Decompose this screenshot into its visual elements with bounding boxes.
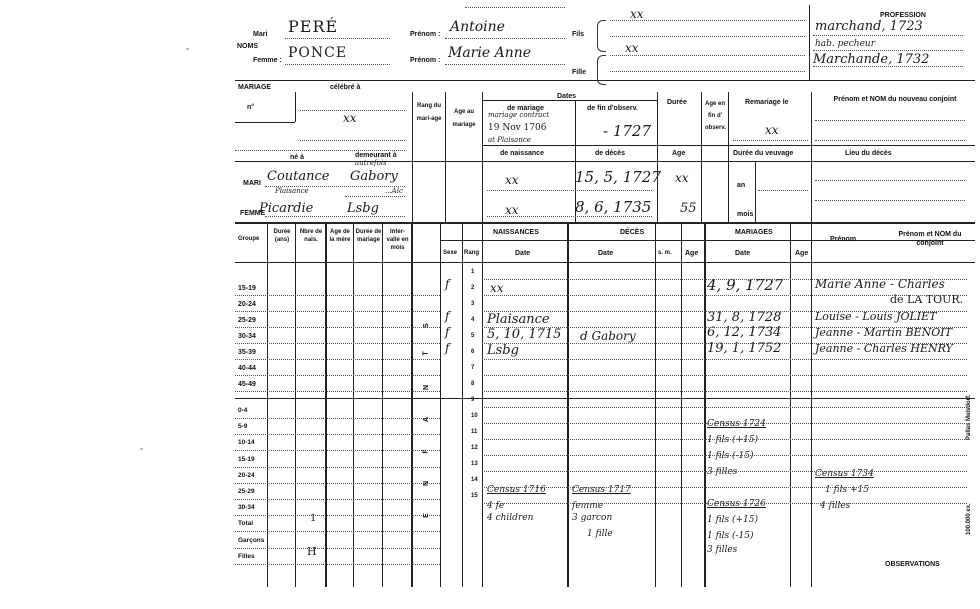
census-1734-title: Census 1734 xyxy=(815,469,874,479)
side-letter: A xyxy=(423,416,431,423)
de-deces-label: de décès xyxy=(595,150,625,157)
group-label-lower: 0-4 xyxy=(238,407,248,414)
total-mark: 1 xyxy=(310,513,317,524)
duree-label: Durée xyxy=(667,99,687,106)
side-print-1: Pallas Meisdorf. xyxy=(966,394,972,440)
census-1716-line-2: 4 children xyxy=(487,513,534,523)
rank-number: 2 xyxy=(471,285,475,291)
census-1717-line-3: 1 fille xyxy=(587,529,613,539)
mari-demeurant-value-2: ...Alc xyxy=(385,187,403,195)
celebre-value: xx xyxy=(343,111,357,125)
demeurant-label: demeurant à xyxy=(355,152,397,159)
mari-row-label: MARI xyxy=(243,180,261,187)
row-rule xyxy=(235,467,440,468)
profession-1: marchand, 1723 xyxy=(815,19,923,34)
census-1734-line-1: 1 fils +15 xyxy=(825,485,869,495)
row-rule xyxy=(482,439,967,440)
an-label: an xyxy=(737,182,746,189)
scan-speck xyxy=(186,48,189,50)
group-label: 40-44 xyxy=(238,365,256,372)
fille-label: Fille xyxy=(572,69,587,76)
deces-age-label: Age xyxy=(685,250,699,257)
fin-obs-value: - 1727 xyxy=(603,122,652,140)
child-4-spouse: Louise - Louis JOLIET xyxy=(815,310,937,323)
row-rule xyxy=(482,471,967,472)
mari-deces-value: 15, 5, 1727 xyxy=(575,168,661,186)
row-rule xyxy=(482,327,967,328)
child-5-spouse: Jeanne - Martin BENOIT xyxy=(815,326,952,339)
fille-value: xx xyxy=(625,41,639,55)
row-rule xyxy=(482,487,967,488)
rank-number: 1 xyxy=(471,269,475,275)
group-label-lower: Filles xyxy=(238,552,255,560)
row-rule xyxy=(235,499,440,500)
mari-naissance-value: xx xyxy=(505,173,519,187)
mari-prenom: Antoine xyxy=(450,19,505,35)
child-6-marriage: 19, 1, 1752 xyxy=(707,341,782,356)
mari-label: Mari xyxy=(253,31,268,38)
row-rule xyxy=(235,434,440,435)
group-label: 35-39 xyxy=(238,349,256,356)
side-letter: N xyxy=(423,480,431,487)
duree-ans-label: Durée (ans) xyxy=(273,229,291,243)
rang-mariage-label: Rang du mari-age xyxy=(416,103,442,122)
de-naissance-label: de naissance xyxy=(500,150,544,157)
group-label-lower: Total xyxy=(238,520,254,528)
side-letter: T xyxy=(422,351,430,356)
census-1724-line-3: 3 filles xyxy=(707,467,738,477)
census-1716-line-1: 4 fe xyxy=(487,501,505,511)
rank-number: 9 xyxy=(471,397,475,403)
census-1726-title: Census 1726 xyxy=(707,499,766,509)
census-1724-line-1: 1 fils (+15) xyxy=(707,435,758,445)
rank-number: 6 xyxy=(471,349,475,355)
census-1724-line-2: 1 fils (-15) xyxy=(707,451,754,461)
femme-naissance-value: xx xyxy=(505,203,519,217)
child-2-sex: f xyxy=(445,277,450,291)
rank-number: 3 xyxy=(471,301,475,307)
autrefois-label: autrefois xyxy=(355,159,387,167)
sexe-label: Sexe xyxy=(443,250,458,256)
mariage-age-label: Age xyxy=(795,250,809,257)
femme-prenom: Marie Anne xyxy=(448,45,532,61)
groupe-label: Groupe xyxy=(238,236,260,242)
child-2-spouse: Marie Anne - Charles xyxy=(815,277,945,291)
rang-label: Rang xyxy=(464,250,479,256)
deces-date-label: Date xyxy=(598,250,614,257)
mariage-label: MARIAGE xyxy=(238,84,272,91)
group-label: 25-29 xyxy=(238,317,256,324)
deces-label: DÉCÈS xyxy=(620,229,645,236)
row-rule xyxy=(235,449,440,454)
side-letter: N xyxy=(423,384,431,391)
profession-label: PROFESSION xyxy=(880,12,926,19)
row-rule xyxy=(482,391,967,392)
group-label: 15-19 xyxy=(238,285,256,292)
prenom-label-mari: Prénom : xyxy=(410,31,441,38)
row-rule xyxy=(482,311,967,312)
mariage-date-1: mariage contract xyxy=(488,111,550,119)
row-rule xyxy=(235,359,440,360)
de-mariage-label: de mariage xyxy=(507,105,544,112)
row-rule xyxy=(235,295,440,296)
group-label-lower: 15-19 xyxy=(238,455,255,463)
side-letter: S xyxy=(422,323,430,328)
row-rule xyxy=(482,295,967,296)
rank-number: 5 xyxy=(471,333,475,339)
fils-value: xx xyxy=(630,7,644,21)
group-label: 20-24 xyxy=(238,301,256,308)
remariage-value: xx xyxy=(765,123,779,137)
nouveau-conjoint-label: Prénom et NOM du nouveau conjoint xyxy=(833,96,957,103)
child-2-marriage: 4, 9, 1727 xyxy=(707,276,784,294)
row-rule xyxy=(482,423,967,424)
rank-number: 7 xyxy=(471,365,475,371)
side-letter: E xyxy=(422,513,430,518)
row-rule xyxy=(482,343,967,344)
row-rule xyxy=(482,279,967,280)
child-4-birth: Plaisance xyxy=(487,312,550,327)
age-mere-label: Age de la mère xyxy=(329,229,351,243)
prenom-label-femme: Prénom : xyxy=(410,57,441,64)
row-rule xyxy=(482,503,967,504)
row-rule xyxy=(482,407,967,408)
group-label-lower: 20-24 xyxy=(238,471,255,479)
lieu-deces-label: Lieu du décès xyxy=(845,150,892,157)
mariage-date-label: Date xyxy=(735,250,751,257)
census-1716-title: Census 1716 xyxy=(487,485,546,495)
profession-2: hab. pecheur xyxy=(815,39,875,49)
row-rule xyxy=(235,548,440,549)
femme-deces-value: 8, 6, 1735 xyxy=(575,198,652,216)
fils-label: Fils xyxy=(572,31,585,38)
duree-veuvage-label: Durée du veuvage xyxy=(733,150,794,157)
rank-number: 8 xyxy=(471,381,475,387)
duree-mariage-label: Durée de mariage xyxy=(355,229,382,243)
child-6-spouse: Jeanne - Charles HENRY xyxy=(815,342,953,355)
row-rule xyxy=(235,515,440,516)
mariage-date-3: at Plaisance xyxy=(488,136,531,144)
filles-mark: H xyxy=(307,545,317,558)
mari-ne-value: Coutance xyxy=(267,169,330,184)
family-record-card xyxy=(235,0,975,609)
group-label: 30-34 xyxy=(238,333,256,340)
mariages-label: MARIAGES xyxy=(735,229,773,236)
row-rule xyxy=(235,375,440,376)
side-letter: F xyxy=(422,449,430,454)
row-rule xyxy=(235,391,440,392)
row-rule xyxy=(235,343,440,344)
femme-surname: PONCE xyxy=(288,45,348,61)
conjoint-label: Prénom et NOM du conjoint xyxy=(898,231,962,247)
child-2-spouse-2: de LA TOUR. xyxy=(890,293,964,306)
row-rule xyxy=(482,375,967,376)
numero-label: n° xyxy=(247,104,255,111)
census-1717-title: Census 1717 xyxy=(572,485,631,495)
scan-speck xyxy=(140,448,143,450)
femme-age-value: 55 xyxy=(680,201,697,216)
observations-label: OBSERVATIONS xyxy=(885,561,940,568)
celebre-label: célébré à xyxy=(330,84,361,91)
row-rule xyxy=(235,480,440,487)
rank-number: 13 xyxy=(471,461,478,467)
group-label-lower: 5-9 xyxy=(238,423,248,431)
row-rule xyxy=(235,327,440,328)
femme-demeurant-value: Lsbg xyxy=(347,201,379,216)
rank-number: 14 xyxy=(471,477,478,483)
row-rule xyxy=(235,531,440,532)
nbre-nais-label: Nbre de nais. xyxy=(299,229,323,243)
dates-label: Dates xyxy=(557,93,577,100)
naissance-date-label: Date xyxy=(515,250,531,257)
child-5-marriage: 6, 12, 1734 xyxy=(707,325,782,340)
femme-row-label: FEMME xyxy=(240,210,266,217)
sm-label: s. m. xyxy=(658,250,672,256)
row-rule xyxy=(482,359,967,360)
child-4-marriage: 31, 8, 1728 xyxy=(707,310,782,325)
child-6-birth: Lsbg xyxy=(487,343,519,358)
group-label-lower: 25-29 xyxy=(238,488,255,495)
child-5-death: d Gabory xyxy=(580,329,636,343)
fin-obs-label: de fin d'observ. xyxy=(587,105,638,112)
row-rule xyxy=(235,311,440,312)
child-2-birth: xx xyxy=(490,281,504,295)
mari-ne-value-2: Plaisance xyxy=(275,187,309,195)
row-rule xyxy=(235,564,440,565)
remariage-label: Remariage le xyxy=(745,99,789,106)
mari-age-value: xx xyxy=(675,171,689,185)
census-1724-title: Census 1724 xyxy=(707,419,766,429)
rank-number: 12 xyxy=(471,445,478,451)
rank-number: 10 xyxy=(471,413,478,419)
rank-number: 11 xyxy=(471,429,478,435)
census-1726-line-2: 1 fils (-15) xyxy=(707,531,754,541)
census-1726-line-3: 3 filles xyxy=(707,545,738,555)
prenom-label: Prénom xyxy=(830,236,857,243)
femme-ne-value: Picardie xyxy=(259,201,314,216)
side-print-2: 100.000 ex. xyxy=(966,503,972,535)
group-label-lower: Garçons xyxy=(238,536,265,544)
rank-number: 4 xyxy=(471,317,475,323)
census-1726-line-1: 1 fils (+15) xyxy=(707,515,758,525)
census-1717-line-2: 3 garcon xyxy=(572,513,613,523)
group-label-lower: 10-14 xyxy=(238,439,255,447)
row-rule xyxy=(235,418,440,419)
child-5-birth: 5, 10, 1715 xyxy=(487,327,562,342)
age-col-label: Age xyxy=(672,150,686,157)
mari-surname: PERÉ xyxy=(288,17,339,36)
child-5-sex: f xyxy=(445,325,450,339)
femme-label: Femme : xyxy=(253,57,282,64)
age-fin-obs-label: Age en fin d' observ. xyxy=(705,101,726,131)
census-1734-line-2: 4 filles xyxy=(820,501,851,511)
group-label-lower: 30-34 xyxy=(238,504,255,512)
mariage-date-2: 19 Nov 1706 xyxy=(488,123,547,133)
row-rule xyxy=(482,455,967,456)
ne-a-label: né à xyxy=(290,154,305,161)
rank-number: 15 xyxy=(471,493,478,499)
intervalle-label: Inter-valle en mois xyxy=(386,229,409,251)
census-1717-line-1: femme xyxy=(572,501,604,511)
group-label: 45-49 xyxy=(238,381,256,388)
naissances-label: NAISSANCES xyxy=(493,229,539,236)
mari-demeurant-value: Gabory xyxy=(350,169,398,184)
child-6-sex: f xyxy=(445,341,450,355)
age-mariage-label: Age au mariage xyxy=(452,109,476,128)
noms-label: NOMS xyxy=(237,43,258,50)
mois-label: mois xyxy=(737,211,754,218)
child-4-sex: f xyxy=(445,309,450,323)
profession-3: Marchande, 1732 xyxy=(813,52,930,67)
